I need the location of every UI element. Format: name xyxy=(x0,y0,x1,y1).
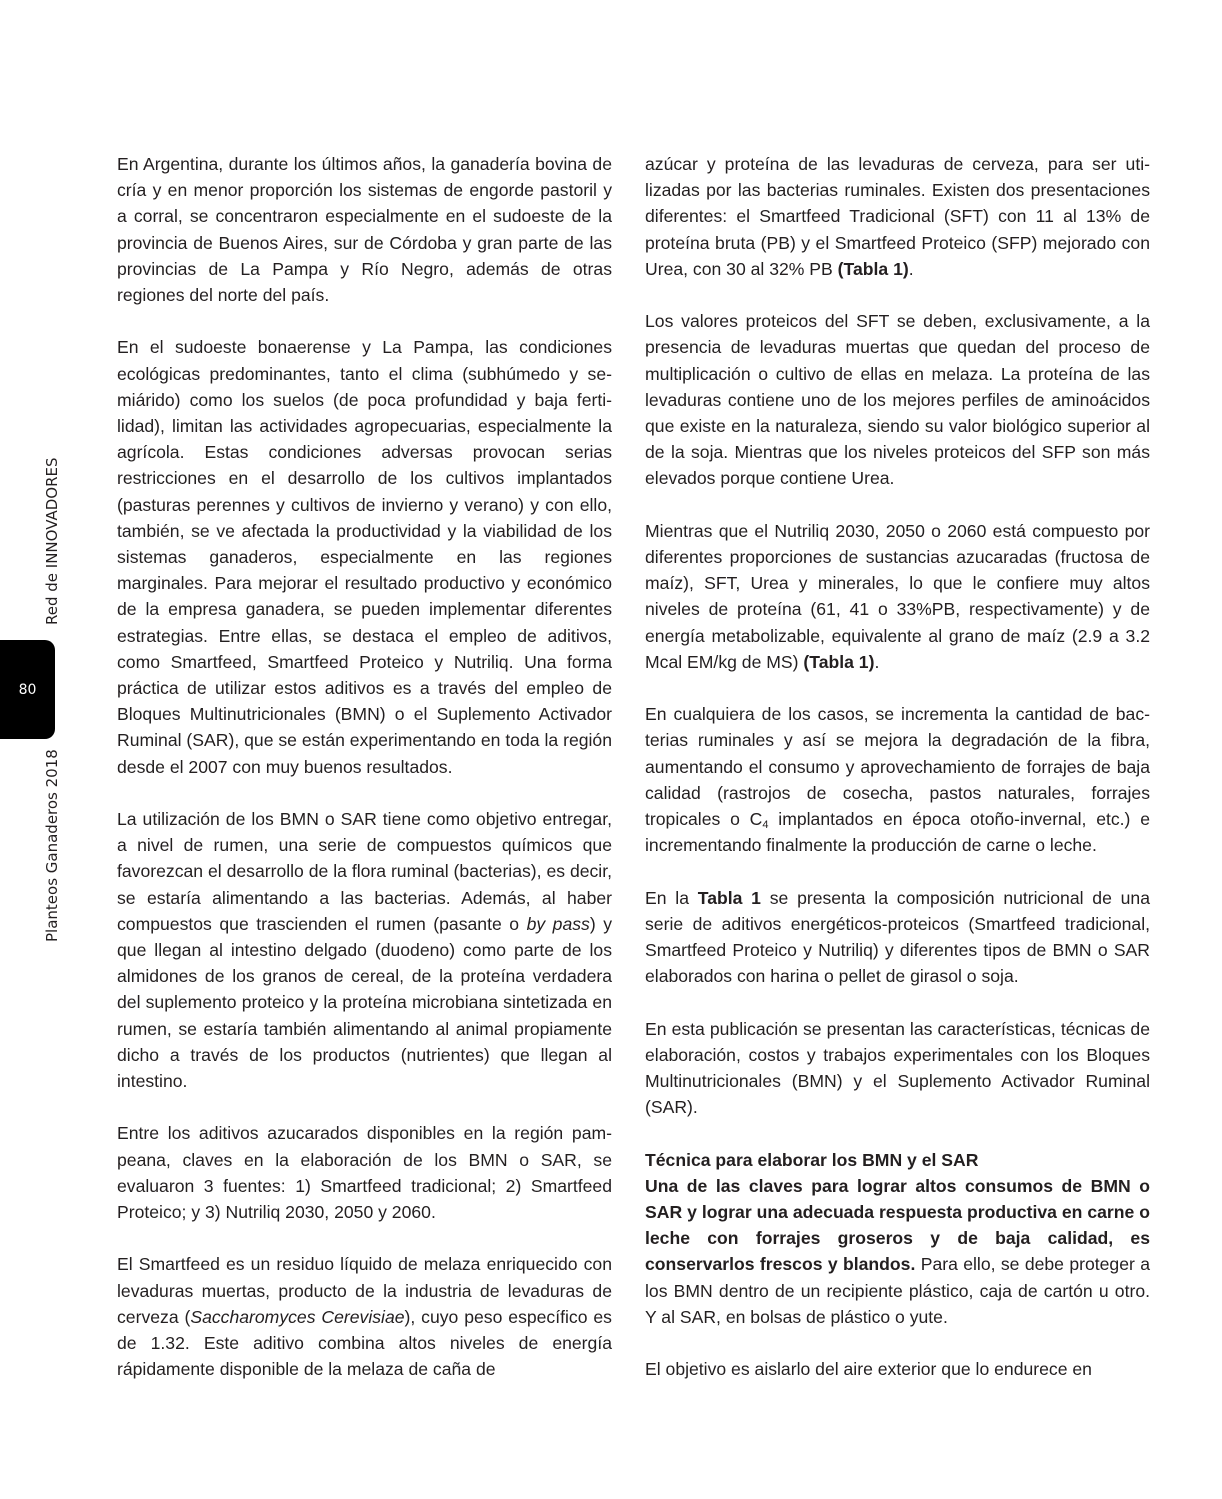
left-column xyxy=(117,151,612,1382)
section-heading: Técnica para elaborar los BMN y el SAR xyxy=(645,1149,979,1170)
paragraph: En la Tabla 1 se presenta la composición nutricional de una serie de aditivos energéticos-proteicos (Smartfeed tradicional, Smartfeed Proteico y Nutriliq) y diferentes tipos de BMN o SAR elaborados con harina o pellet de girasol o soja. xyxy=(645,887,1150,987)
paragraph: azúcar y proteína de las levaduras de cerveza, para ser utilizadas por las bacterias ruminales. Existen dos presentaciones diferentes: el Smartfeed Tradicional (SFT) con 11 al 13% de proteína bruta (PB) y el Smartfeed Proteico (SFP) mejorado con Urea, con 30 al 32% PB (Tabla 1). xyxy=(645,154,1150,279)
paragraph: Una de las claves para lograr altos consumos de BMN o SAR y lograr una adecuada respuesta productiva en carne o leche con forrajes groseros y de baja calidad, es conservarlos frescos y blandos. Para ello, se debe proteger a los BMN dentro de un recipiente plástico, caja de cartón u otro. Y al SAR, en bolsas de plástico o yute. xyxy=(645,1175,1151,1327)
paragraph: La utilización de los BMN o SAR tiene como objetivo entregar, a nivel de rumen, una serie de compuestos químicos que favorezcan el desarrollo de la flora ruminal (bacterias), es decir, se estaría alimentando a las bacterias. Además, al haber compuestos que trascienden el rumen (pasante o by pass) y que llegan al intestino delgado (duodeno) como parte de los almidones de los granos de cereal, de la proteína verdadera del suplemento proteico y la proteína microbiana sintetizada en rumen, se estaría también alimentando al animal propiamente dicho a través de los productos (nutrientes) que llegan al intestino. xyxy=(117,809,612,1092)
subscript: 4 xyxy=(762,819,769,832)
paragraph: En Argentina, durante los últimos años, la ganadería bovina de cría y en menor proporción los sistemas de engorde pastoril y a corral, se concentraron especialmente en el sudoeste de la provincia de Buenos Aires, sur de Córdoba y gran parte de las provincias de La Pampa y Río Negro, además de otras regiones del norte del país. xyxy=(117,154,612,306)
paragraph: El objetivo es aislarlo del aire exterior que lo endurece en xyxy=(645,1359,1092,1380)
table-reference: (Tabla 1) xyxy=(837,258,909,279)
publication-title-label: Planteos Ganaderos 2018 xyxy=(43,749,61,942)
paragraph: Entre los aditivos azucarados disponibles en la región pampeana, claves en la elaboración de los BMN o SAR, se evaluaron 3 fuentes: 1) Smartfeed tradicional; 2) Smartfeed Proteico; y 3) Nutriliq 2030, 2050 y 2060. xyxy=(117,1123,612,1223)
page-number: 80 xyxy=(18,681,37,698)
table-reference: (Tabla 1) xyxy=(803,651,875,672)
paragraph: El Smartfeed es un residuo líquido de melaza enriquecido con levaduras muertas, producto de la industria de levaduras de cerveza (Saccharomyces Cerevisiae), cuyo peso específico es de 1.32. Este aditivo combina altos niveles de energía rápidamente disponible de la melaza de caña de xyxy=(117,1254,612,1380)
paragraph: En esta publicación se presentan las características, técnicas de elaboración, costos y trabajos experimentales con los Bloques Multinutricionales (BMN) y el Suplemento Activador Ruminal (SAR). xyxy=(645,1018,1150,1118)
species-name: Saccharomyces Cerevisiae xyxy=(190,1306,405,1327)
table-reference: Tabla 1 xyxy=(697,887,761,908)
right-column xyxy=(645,151,1150,1382)
publication-network-label: Red de INNOVADORES xyxy=(43,457,61,625)
emphasis: by pass xyxy=(526,913,590,934)
paragraph: En cualquiera de los casos, se incrementa la cantidad de bacterias ruminales y así se mejora la degradación de la fibra, aumentando el consumo y aprovechamiento de forrajes de baja calidad (rastrojos de cosecha, pastos naturales, forrajes tropicales o $C_4$ implantados en época otoño-invernal, etc.) e incrementando finalmente la producción de carne o leche. xyxy=(645,704,1150,856)
paragraph: En el sudoeste bonaerense y La Pampa, las condiciones ecológicas predominantes, tanto el clima (subhúmedo y semiárido) como los suelos (de poca profundidad y baja fertilidad), limitan las actividades agropecuarias, especialmente la agrícola. Estas condiciones adversas provocan serias restricciones en el desarrollo de los cultivos implantados (pasturas perennes y cultivos de invierno y verano) y con ello, también, se ve afectada la productividad y la viabilidad de los sistemas ganaderos, especialmente en las regiones marginales. Para mejorar el resultado productivo y económico de la empresa ganadera, se pueden implementar diferentes estrategias. Entre ellas, se destaca el empleo de aditivos, como Smartfeed, Smartfeed Proteico y Nutriliq. Una forma práctica de utilizar estos aditivos es a través del empleo de Bloques Multinutricionales (BMN) o el Suplemento Activador Ruminal (SAR), que se están experimentando en toda la región desde el 2007 con muy buenos resultados. xyxy=(117,337,612,777)
paragraph: Mientras que el Nutriliq 2030, 2050 o 2060 está compuesto por diferentes proporciones de sustancias azucaradas (fructosa de maíz), SFT, Urea y minerales, lo que le confiere muy altos niveles de proteína (61, 41 o 33%PB, respectivamente) y de energía metabolizable, equivalente al grano de maíz (2.9 a 3.2 Mcal EM/kg de MS) (Tabla 1). xyxy=(645,520,1150,672)
paragraph: Los valores proteicos del SFT se deben, exclusivamente, a la presencia de levaduras muertas que quedan del proceso de multiplicación o cultivo de ellas en melaza. La proteína de las levaduras contiene uno de los mejores perfiles de aminoácidos que existe en la naturaleza, siendo su valor biológico superior al de la soja. Mientras que los niveles proteicos del SFP son más elevados porque contiene Urea. xyxy=(645,311,1150,489)
bold-statement: Una de las claves para lograr altos consumos de BMN o SAR y lograr una adecuada respuesta productiva en carne o leche con forrajes groseros y de baja calidad, es conservarlos frescos y blandos. xyxy=(645,1175,1150,1275)
page-number-tab xyxy=(0,640,55,739)
